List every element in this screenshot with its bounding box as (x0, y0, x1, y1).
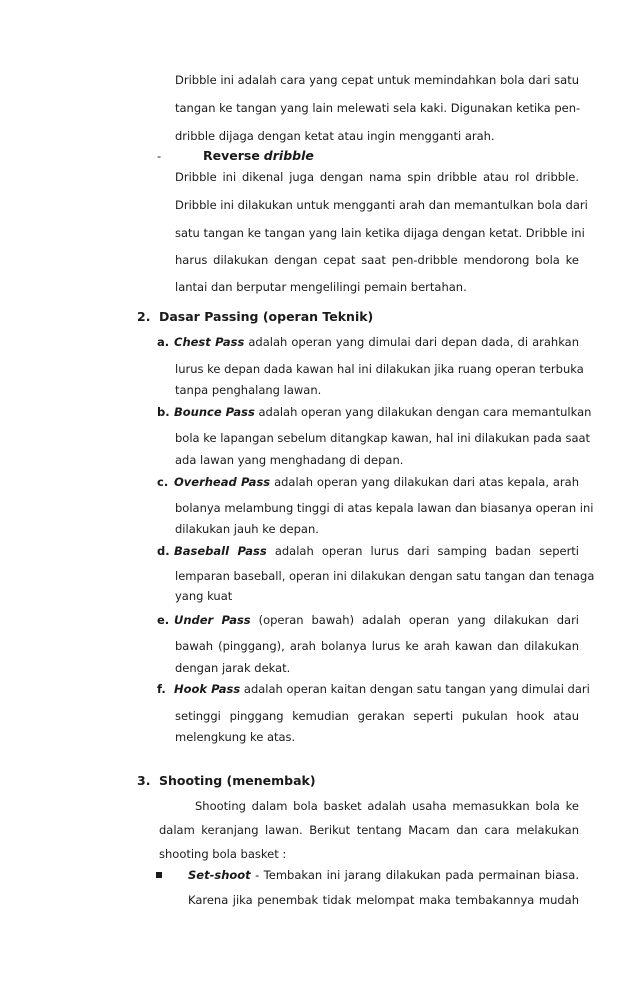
paragraph-line: tangan ke tangan yang lain melewati sela kaki. Digunakan ketika pen- (175, 101, 581, 115)
passing-desc: (operan bawah) adalah operan yang dilakukan dari (258, 613, 579, 627)
item-letter: a. (157, 335, 170, 349)
passing-desc: adalah operan yang dilakukan dengan cara memantulkan (258, 405, 592, 419)
item-letter: b. (157, 405, 170, 419)
paragraph-line: bawah (pinggang), arah bolanya lurus ke arah kawan dan dilakukan (175, 639, 579, 653)
passing-term: Hook Pass (174, 682, 241, 696)
paragraph-line: dilakukan jauh ke depan. (175, 522, 319, 536)
paragraph-line: bolanya melambung tinggi di atas kepala lawan dan biasanya operan ini (175, 501, 594, 515)
paragraph-line: satu tangan ke tangan yang lain ketika dijaga dengan ketat. Dribble ini (175, 226, 585, 240)
reverse-dribble-heading (203, 146, 314, 166)
paragraph-line: dalam keranjang lawan. Berikut tentang Macam dan cara melakukan (159, 823, 579, 837)
passing-item-first-line (174, 679, 590, 699)
passing-item-first-line (174, 402, 592, 422)
paragraph-line: tanpa penghalang lawan. (175, 383, 322, 397)
item-letter: f. (157, 682, 166, 696)
reverse-title-plain: Reverse (203, 148, 260, 163)
paragraph-line: setinggi pinggang kemudian gerakan seperti pukulan hook atau (175, 709, 579, 723)
paragraph-line: lurus ke depan dada kawan hal ini dilakukan jika ruang operan terbuka (175, 362, 584, 376)
list-dash: - (157, 149, 162, 163)
passing-term: Baseball Pass (174, 544, 267, 558)
paragraph-line: Karena jika penembak tidak melompat maka tembakannya mudah (188, 893, 579, 907)
passing-desc: adalah operan kaitan dengan satu tangan yang dimulai dari (243, 682, 590, 696)
paragraph-line: shooting bola basket : (159, 847, 287, 861)
set-shoot-desc: - Tembakan ini jarang dilakukan pada permainan biasa. (255, 868, 579, 882)
set-shoot-first-line (188, 865, 579, 885)
passing-term: Bounce Pass (174, 405, 255, 419)
paragraph-line: yang kuat (175, 589, 233, 603)
passing-item-first-line (174, 332, 579, 352)
passing-desc: adalah operan lurus dari samping badan seperti (274, 544, 579, 558)
paragraph-line: Dribble ini dikenal juga dengan nama spin dribble atau rol dribble. (175, 170, 579, 184)
passing-term: Chest Pass (174, 335, 245, 349)
passing-item-first-line (174, 541, 579, 561)
section-title-passing: Dasar Passing (operan Teknik) (159, 309, 374, 324)
paragraph-line: dengan jarak dekat. (175, 661, 291, 675)
paragraph-line: dribble dijaga dengan ketat atau ingin mengganti arah. (175, 129, 495, 143)
paragraph-line: melengkung ke atas. (175, 730, 296, 744)
passing-desc: adalah operan yang dilakukan dari atas kepala, arah (274, 475, 579, 489)
section-number: 3. (137, 773, 151, 788)
paragraph-line: lantai dan berputar mengelilingi pemain bertahan. (175, 280, 467, 294)
reverse-title-italic: dribble (263, 148, 314, 163)
paragraph-line: Shooting dalam bola basket adalah usaha memasukkan bola ke (195, 799, 579, 813)
item-letter: e. (157, 613, 170, 627)
square-bullet-icon (156, 872, 162, 878)
paragraph-line: lemparan baseball, operan ini dilakukan dengan satu tangan dan tenaga (175, 569, 595, 583)
paragraph-line: bola ke lapangan sebelum ditangkap kawan, hal ini dilakukan pada saat (175, 431, 591, 445)
passing-item-first-line (174, 610, 579, 630)
passing-term: Under Pass (174, 613, 251, 627)
paragraph-line: Dribble ini adalah cara yang cepat untuk memindahkan bola dari satu (175, 73, 579, 87)
section-title-shooting: Shooting (menembak) (159, 773, 316, 788)
item-letter: d. (157, 544, 170, 558)
passing-term: Overhead Pass (174, 475, 271, 489)
passing-desc: adalah operan yang dimulai dari depan dada, di arahkan (248, 335, 579, 349)
paragraph-line: Dribble ini dilakukan untuk mengganti arah dan memantulkan bola dari (175, 198, 588, 212)
set-shoot-term: Set-shoot (188, 868, 251, 882)
item-letter: c. (157, 475, 169, 489)
paragraph-line: ada lawan yang menghadang di depan. (175, 453, 404, 467)
passing-item-first-line (174, 472, 579, 492)
section-number: 2. (137, 309, 151, 324)
paragraph-line: harus dilakukan dengan cepat saat pen-dribble mendorong bola ke (175, 253, 579, 267)
